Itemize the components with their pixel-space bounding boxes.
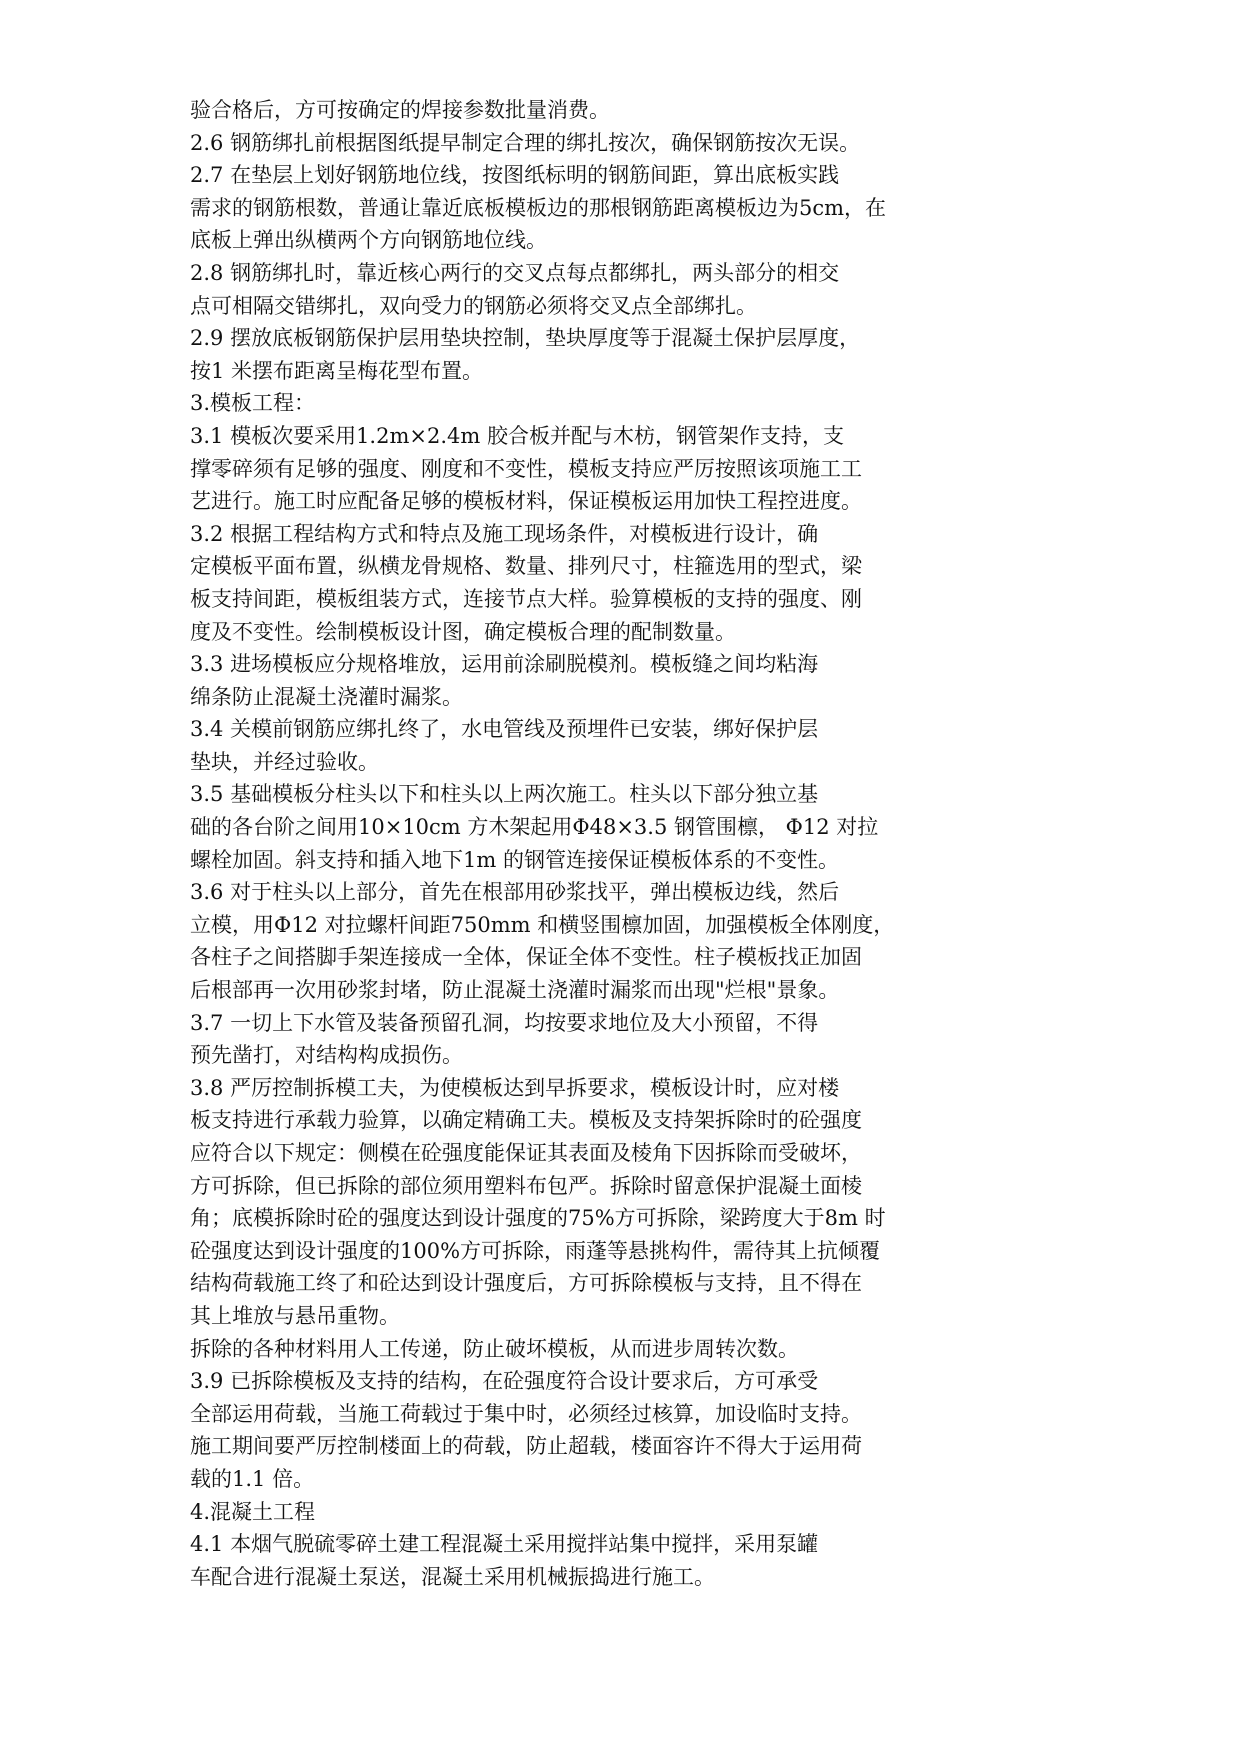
text-line: 角；底模拆除时砼的强度达到设计强度的75%方可拆除，梁跨度大于8m 时 (190, 1206, 886, 1231)
text-line: 3.2 根据工程结构方式和特点及施工现场条件，对模板进行设计，确 (190, 521, 819, 546)
text-line: 3.9 已拆除模板及支持的结构，在砼强度符合设计要求后，方可承受 (190, 1369, 819, 1394)
text-line: 螺栓加固。斜支持和插入地下1m 的钢管连接保证模板体系的不变性。 (190, 847, 839, 872)
text-line: 各柱子之间搭脚手架连接成一全体，保证全体不变性。柱子模板找正加固 (190, 945, 862, 970)
text-line: 底板上弹出纵横两个方向钢筋地位线。 (190, 228, 547, 253)
document-body (190, 94, 1020, 1593)
text-line: 点可相隔交错绑扎，双向受力的钢筋必须将交叉点全部绑扎。 (190, 293, 757, 318)
text-line: 2.8 钢筋绑扎时，靠近核心两行的交叉点每点都绑扎，两头部分的相交 (190, 260, 840, 285)
text-line: 车配合进行混凝土泵送，混凝土采用机械振捣进行施工。 (190, 1564, 715, 1589)
section-heading: 4.混凝土工程 (190, 1499, 316, 1524)
text-line: 3.5 基础模板分柱头以下和柱头以上两次施工。柱头以下部分独立基 (190, 782, 819, 807)
text-line: 度及不变性。绘制模板设计图，确定模板合理的配制数量。 (190, 619, 736, 644)
text-line: 拆除的各种材料用人工传递，防止破坏模板，从而进步周转次数。 (190, 1336, 799, 1361)
text-line: 4.1 本烟气脱硫零碎土建工程混凝土采用搅拌站集中搅拌，采用泵罐 (190, 1532, 819, 1557)
text-line: 撑零碎须有足够的强度、刚度和不变性，模板支持应严厉按照该项施工工 (190, 456, 862, 481)
text-line: 3.7 一切上下水管及装备预留孔洞，均按要求地位及大小预留，不得 (190, 1010, 819, 1035)
text-line: 其上堆放与悬吊重物。 (190, 1303, 400, 1328)
text-line: 立模，用Φ12 对拉螺杆间距750mm 和横竖围檩加固，加强模板全体刚度， (190, 912, 895, 937)
text-line: 载的1.1 倍。 (190, 1466, 315, 1491)
text-line: 3.6 对于柱头以上部分，首先在根部用砂浆找平，弹出模板边线，然后 (190, 880, 840, 905)
text-line: 础的各台阶之间用10×10cm 方木架起用Φ48×3.5 钢管围檩， Φ12 对拉 (190, 815, 879, 840)
text-line: 2.6 钢筋绑扎前根据图纸提早制定合理的绑扎按次，确保钢筋按次无误。 (190, 130, 861, 155)
text-line: 全部运用荷载，当施工荷载过于集中时，必须经过核算，加设临时支持。 (190, 1401, 862, 1426)
text-line: 3.4 关模前钢筋应绑扎终了，水电管线及预埋件已安装，绑好保护层 (190, 717, 819, 742)
text-line: 按1 米摆布距离呈梅花型布置。 (190, 358, 484, 383)
text-line: 定模板平面布置，纵横龙骨规格、数量、排列尺寸，柱箍选用的型式，梁 (190, 554, 862, 579)
text-line: 需求的钢筋根数，普通让靠近底板模板边的那根钢筋距离模板边为5cm，在 (190, 195, 887, 220)
text-line: 3.3 进场模板应分规格堆放，运用前涂刷脱模剂。模板缝之间均粘海 (190, 652, 819, 677)
text-line: 预先凿打，对结构构成损伤。 (190, 1043, 463, 1068)
section-heading: 3.模板工程： (190, 391, 316, 416)
text-line: 后根部再一次用砂浆封堵，防止混凝土浇灌时漏浆而出现"烂根"景象。 (190, 978, 840, 1003)
text-line: 砼强度达到设计强度的100%方可拆除，雨蓬等悬挑构件，需待其上抗倾覆 (190, 1238, 881, 1263)
text-line: 2.9 摆放底板钢筋保护层用垫块控制，垫块厚度等于混凝土保护层厚度， (190, 326, 861, 351)
text-line: 3.8 严厉控制拆模工夫，为使模板达到早拆要求，模板设计时，应对楼 (190, 1075, 840, 1100)
text-line: 3.1 模板次要采用1.2m×2.4m 胶合板并配与木枋，钢管架作支持，支 (190, 423, 844, 448)
text-line: 方可拆除，但已拆除的部位须用塑料布包严。拆除时留意保护混凝土面棱 (190, 1173, 862, 1198)
text-line: 2.7 在垫层上划好钢筋地位线，按图纸标明的钢筋间距，算出底板实践 (190, 163, 840, 188)
text-line: 垫块，并经过验收。 (190, 749, 379, 774)
text-line: 板支持间距，模板组装方式，连接节点大样。验算模板的支持的强度、刚 (190, 586, 862, 611)
text-line: 应符合以下规定：侧模在砼强度能保证其表面及棱角下因拆除而受破坏， (190, 1141, 862, 1165)
text-line: 绵条防止混凝土浇灌时漏浆。 (190, 684, 463, 709)
text-line: 施工期间要严厉控制楼面上的荷载，防止超载，楼面容许不得大于运用荷 (190, 1434, 862, 1459)
text-line: 艺进行。施工时应配备足够的模板材料，保证模板运用加快工程控进度。 (190, 489, 862, 514)
text-line: 结构荷载施工终了和砼达到设计强度后，方可拆除模板与支持，且不得在 (190, 1271, 862, 1296)
text-line: 板支持进行承载力验算，以确定精确工夫。模板及支持架拆除时的砼强度 (190, 1108, 862, 1133)
text-line: 验合格后，方可按确定的焊接参数批量消费。 (190, 98, 610, 122)
